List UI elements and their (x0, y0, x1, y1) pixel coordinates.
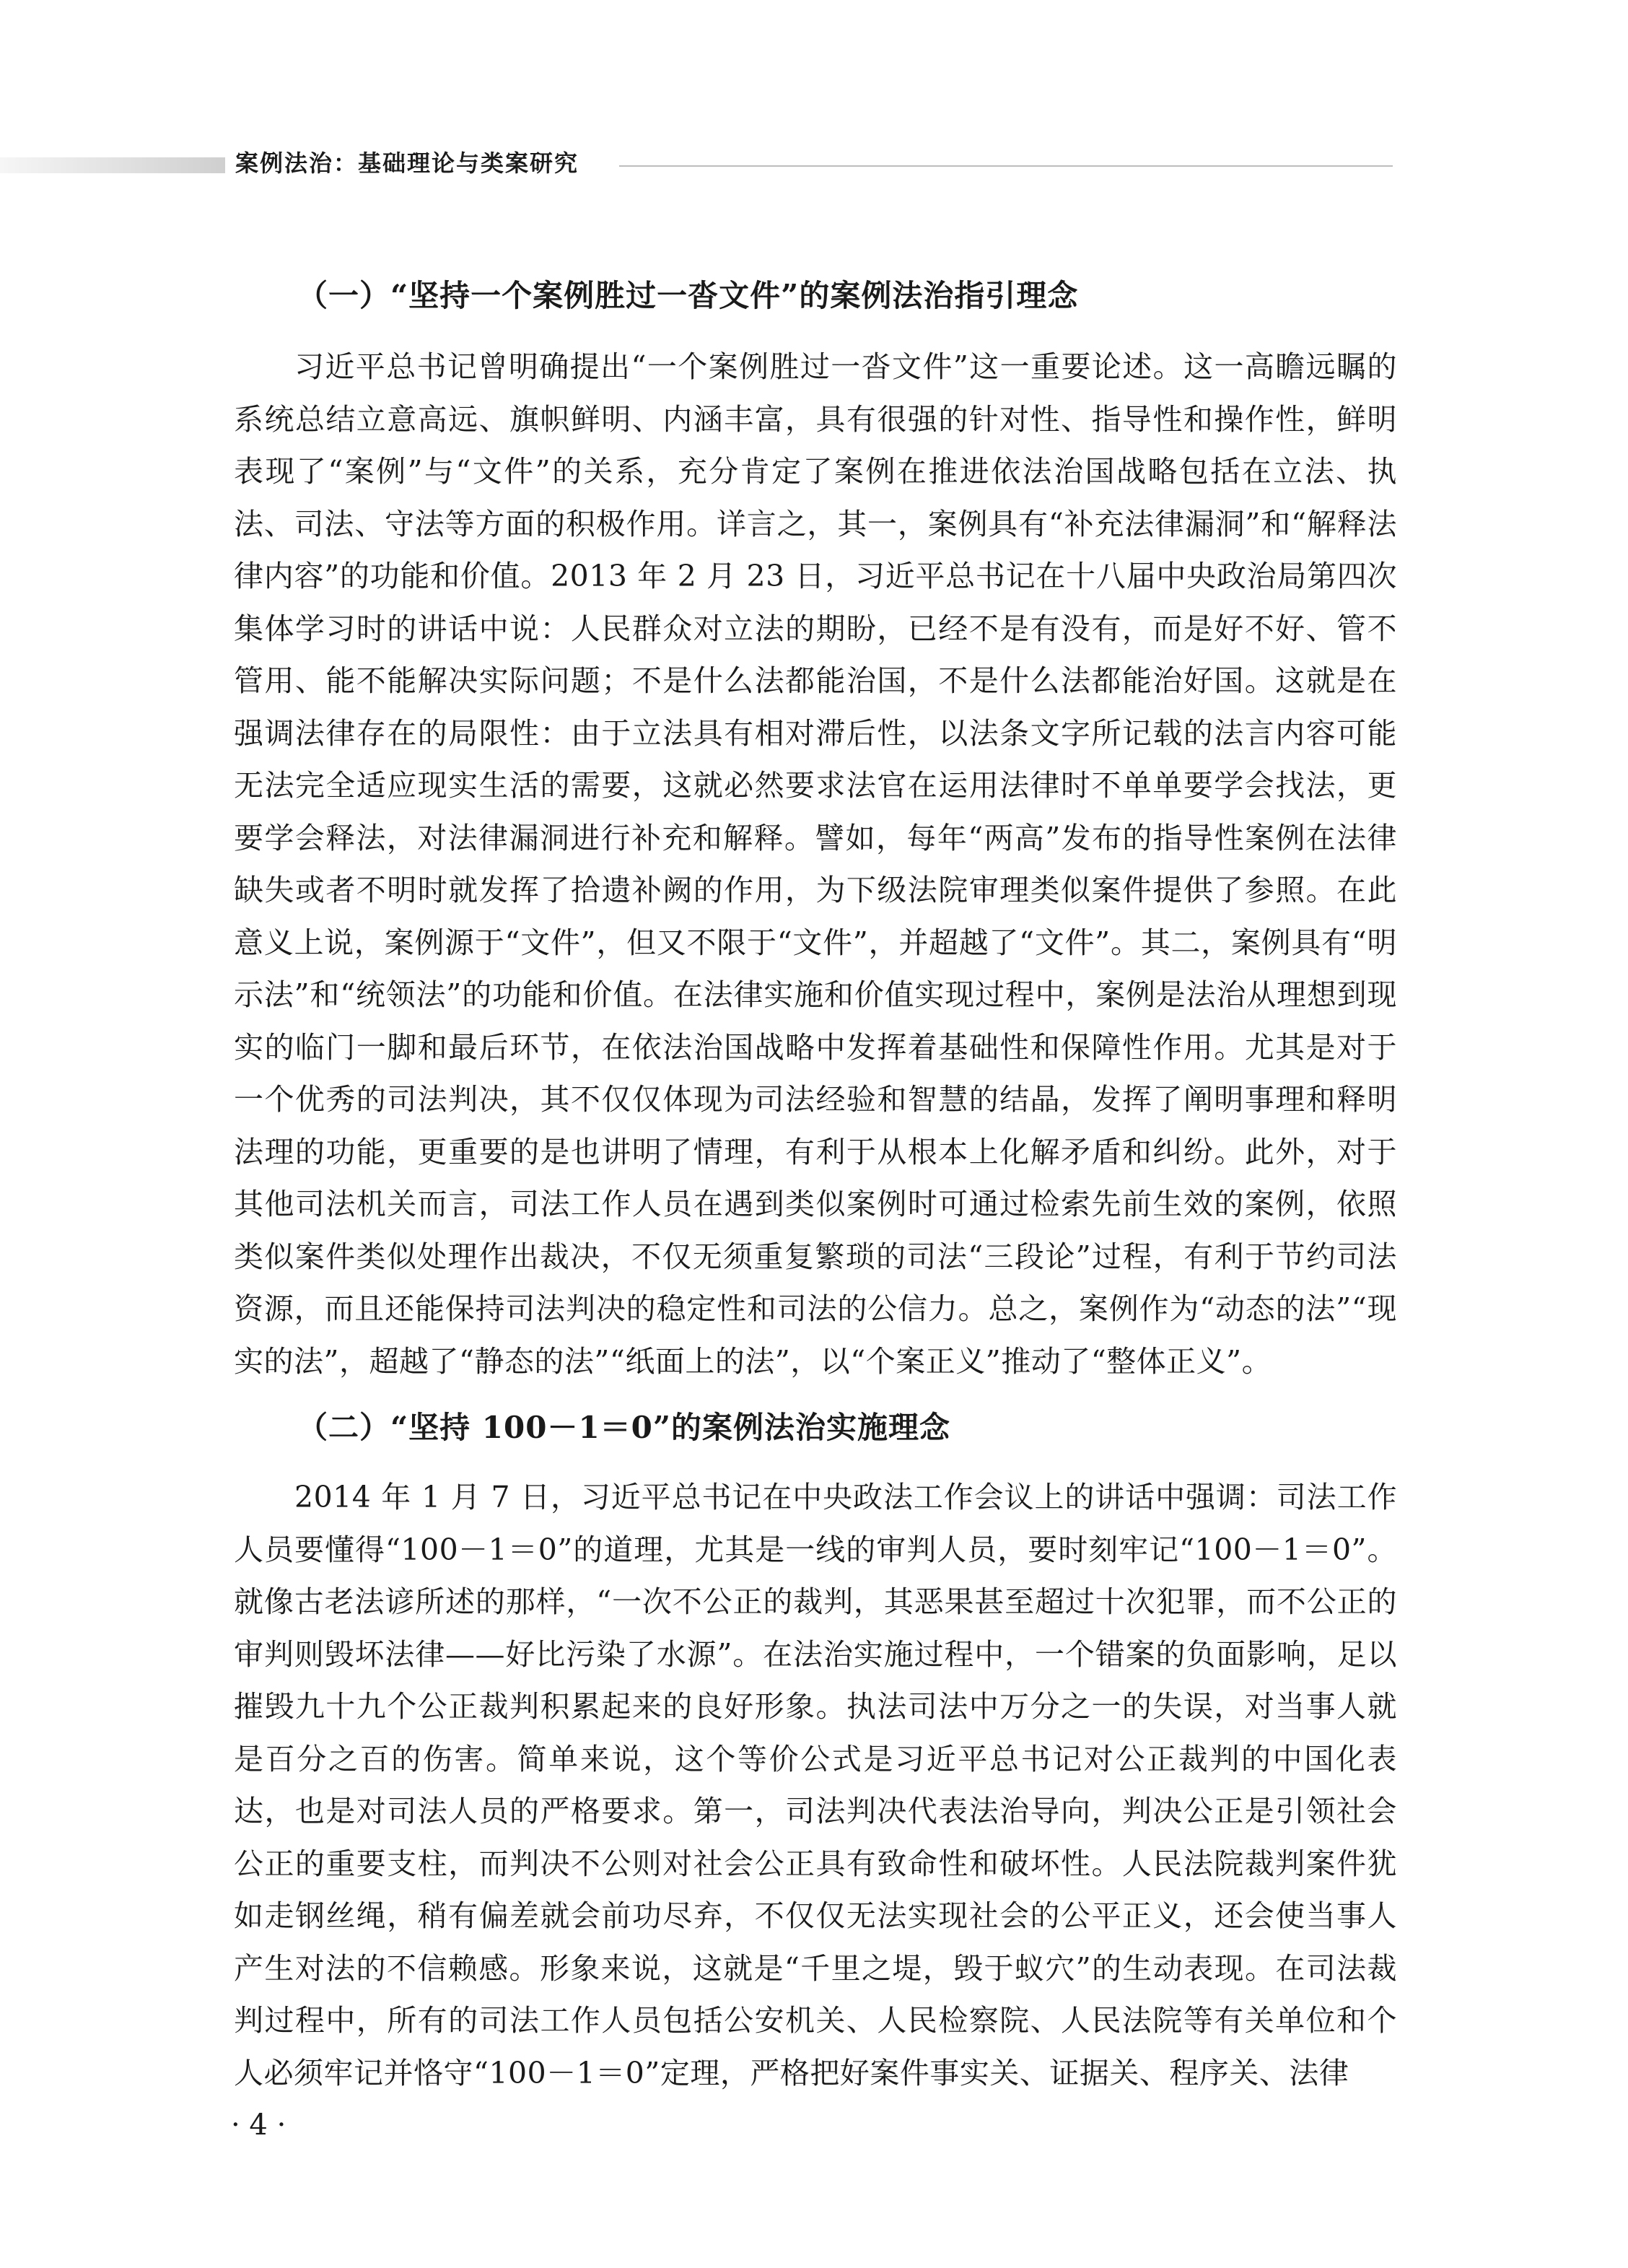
section-paragraph-2: 2014 年 1 月 7 日，习近平总书记在中央政法工作会议上的讲话中强调：司法工作人员要懂得“100－1＝0”的道理，尤其是一线的审判人员，要时刻牢记“100－1＝0”。就像古老法谚所述的那样，“一次不公正的裁判，其恶果甚至超过十次犯罪，而不公正的审判则毁坏法律——好比污染了水源”。在法治实施过程中，一个错案的负面影响，足以摧毁九十九个公正裁判积累起来的良好形象。执法司法中万分之一的失误，对当事人就是百分之百的伤害。简单来说，这个等价公式是习近平总书记对公正裁判的中国化表达，也是对司法人员的严格要求。第一，司法判决代表法治导向，判决公正是引领社会公正的重要支柱，而判决不公则对社会公正具有致命性和破坏性。人民法院裁判案件犹如走钢丝绳，稍有偏差就会前功尽弃，不仅仅无法实现社会的公平正义，还会使当事人产生对法的不信赖感。形象来说，这就是“千里之堤，毁于蚁穴”的生动表现。在司法裁判过程中，所有的司法工作人员包括公安机关、人民检察院、人民法院等有关单位和个人必须牢记并恪守“100－1＝0”定理，严格把好案件事实关、证据关、程序关、法律 (234, 1480, 1397, 2090)
running-head-title: 案例法治：基础理论与类案研究 (235, 149, 579, 177)
section-paragraph-1: 习近平总书记曾明确提出“一个案例胜过一沓文件”这一重要论述。这一高瞻远瞩的系统总结立意高远、旗帜鲜明、内涵丰富，具有很强的针对性、指导性和操作性，鲜明表现了“案例”与“文件”的关系，充分肯定了案例在推进依法治国战略包括在立法、执法、司法、守法等方面的积极作用。详言之，其一，案例具有“补充法律漏洞”和“解释法律内容”的功能和价值。2013 年 2 月 23 日，习近平总书记在十八届中央政治局第四次集体学习时的讲话中说：人民群众对立法的期盼，已经不是有没有，而是好不好、管不管用、能不能解决实际问题；不是什么法都能治国，不是什么法都能治好国。这就是在强调法律存在的局限性：由于立法具有相对滞后性，以法条文字所记载的法言内容可能无法完全适应现实生活的需要，这就必然要求法官在运用法律时不单单要学会找法，更要学会释法，对法律漏洞进行补充和解释。譬如，每年“两高”发布的指导性案例在法律缺失或者不明时就发挥了拾遗补阙的作用，为下级法院审理类似案件提供了参照。在此意义上说，案例源于“文件”，但又不限于“文件”，并超越了“文件”。其二，案例具有“明示法”和“统领法”的功能和价值。在法律实施和价值实现过程中，案例是法治从理想到现实的临门一脚和最后环节，在依法治国战略中发挥着基础性和保障性作用。尤其是对于一个优秀的司法判决，其不仅仅体现为司法经验和智慧的结晶，发挥了阐明事理和释明法理的功能，更重要的是也讲明了情理，有利于从根本上化解矛盾和纠纷。此外，对于其他司法机关而言，司法工作人员在遇到类似案例时可通过检索先前生效的案例，依照类似案件类似处理作出裁决，不仅无须重复繁琐的司法“三段论”过程，有利于节约司法资源，而且还能保持司法判决的稳定性和司法的公信力。总之，案例作为“动态的法”“现实的法”，超越了“静态的法”“纸面上的法”，以“个案正义”推动了“整体正义”。 (234, 349, 1397, 1379)
header-rule (619, 165, 1393, 167)
section-heading-1: （一）“坚持一个案例胜过一沓文件”的案例法治指引理念 (297, 278, 1079, 313)
page-body (234, 274, 1397, 2099)
header-decoration-bar (0, 157, 225, 173)
page-number: · 4 · (231, 2108, 286, 2142)
section-heading-2: （二）“坚持 100－1＝0”的案例法治实施理念 (297, 1410, 951, 1445)
